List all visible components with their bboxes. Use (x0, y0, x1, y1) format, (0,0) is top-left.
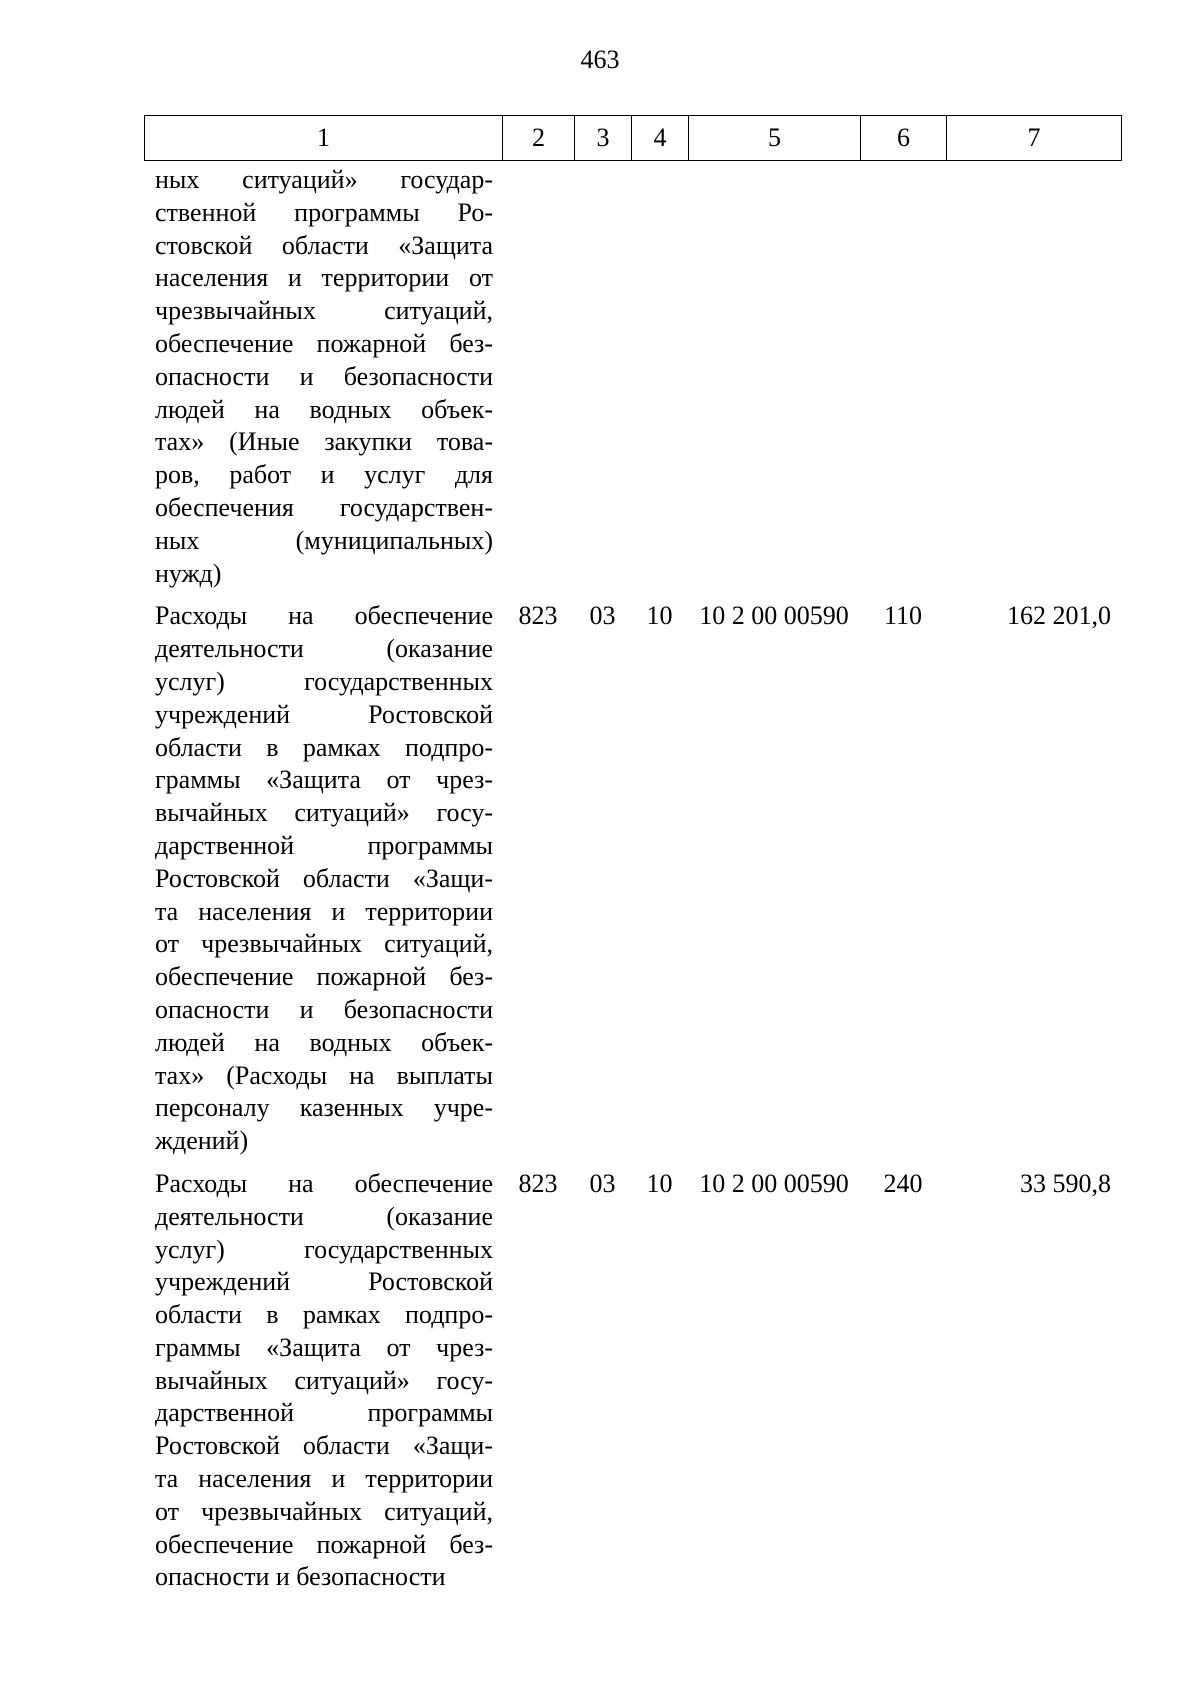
description-line: ных (муниципальных) (155, 525, 493, 555)
page-number: 463 (580, 45, 620, 74)
row-target-article: 10 2 00 00590 (699, 601, 849, 631)
row-section: 03 (589, 1168, 616, 1198)
description-line: обеспечения государствен- (155, 492, 493, 522)
row-ministry (502, 164, 574, 600)
row-expense-type: 240 (883, 1168, 923, 1198)
description-line: вычайных ситуаций» госу- (155, 1365, 493, 1395)
row-amount: 162 201,0 (1007, 601, 1111, 631)
description-line: ров, работ и услуг для (155, 460, 493, 490)
description-line: та населения и территории (155, 896, 493, 926)
header-cell-4: 4 (632, 116, 689, 161)
header-cell-6: 6 (861, 116, 947, 161)
description-line: деятельности (оказание (155, 1201, 493, 1231)
description-line: чрезвычайных ситуаций, (155, 296, 493, 326)
description-line: услуг) государственных (155, 666, 493, 696)
description-line: населения и территории от (155, 263, 493, 293)
description-line: Расходы на обеспечение (155, 1168, 493, 1198)
description-line: тах» (Иные закупки това- (155, 427, 493, 457)
header-row (145, 116, 1122, 161)
header-cell-5: 5 (689, 116, 861, 161)
description-line: ственной программы Ро- (155, 197, 493, 227)
row-description (144, 1168, 502, 1594)
row-amount (946, 164, 1121, 600)
description-line: граммы «Защита от чрез- (155, 1332, 493, 1362)
table-row (144, 600, 1121, 1168)
table-body (144, 164, 1121, 1594)
description-line: дарственной программы (155, 830, 493, 860)
description-line: от чрезвычайных ситуаций, (155, 929, 493, 959)
row-amount: 33 590,8 (1020, 1168, 1111, 1198)
description-line: области в рамках подпро- (155, 1300, 493, 1330)
description-line: граммы «Защита от чрез- (155, 765, 493, 795)
header-cell-2: 2 (503, 116, 575, 161)
description-line: Расходы на обеспечение (155, 601, 493, 631)
row-description (144, 600, 502, 1168)
row-expense-type (860, 164, 946, 600)
row-section (574, 164, 631, 600)
description-line: персоналу казенных учре- (155, 1093, 493, 1123)
description-line: опасности и безопасности (155, 994, 493, 1024)
description-line: стовской области «Защита (155, 230, 493, 260)
description-line: от чрезвычайных ситуаций, (155, 1496, 493, 1526)
header-cell-3: 3 (575, 116, 632, 161)
description-line: нужд) (155, 558, 222, 588)
description-line: Ростовской области «Защи- (155, 1431, 493, 1461)
row-subsection: 10 (646, 1168, 673, 1198)
description-line: ных ситуаций» государ- (155, 165, 493, 194)
description-line: та населения и территории (155, 1464, 493, 1494)
description-line: обеспечение пожарной без- (155, 962, 493, 992)
table-row (144, 1168, 1121, 1594)
description-line: деятельности (оказание (155, 634, 493, 664)
description-line: дарственной программы (155, 1398, 493, 1428)
row-expense-type: 110 (883, 601, 923, 631)
row-ministry: 823 (518, 601, 558, 631)
description-line: людей на водных объек- (155, 394, 493, 424)
description-line: людей на водных объек- (155, 1027, 493, 1057)
table-header (144, 115, 1122, 161)
row-subsection (631, 164, 688, 600)
description-line: опасности и безопасности (155, 361, 493, 391)
table-row (144, 164, 1121, 600)
row-section: 03 (589, 601, 616, 631)
description-line: услуг) государственных (155, 1234, 493, 1264)
description-line: Ростовской области «Защи- (155, 863, 493, 893)
description-line: обеспечение пожарной без- (155, 1529, 493, 1559)
description-line: опасности и безопасности (155, 1562, 446, 1592)
row-target-article: 10 2 00 00590 (699, 1168, 849, 1198)
row-ministry: 823 (518, 1168, 558, 1198)
header-cell-1: 1 (145, 116, 503, 161)
description-line: ждений) (155, 1126, 249, 1156)
header-cell-7: 7 (947, 116, 1122, 161)
description-line: тах» (Расходы на выплаты (155, 1060, 493, 1090)
row-subsection: 10 (646, 601, 673, 631)
description-line: учреждений Ростовской (155, 699, 493, 729)
description-line: вычайных ситуаций» госу- (155, 798, 493, 828)
row-target-article (688, 164, 860, 600)
description-line: обеспечение пожарной без- (155, 328, 493, 358)
description-line: учреждений Ростовской (155, 1267, 493, 1297)
description-line: области в рамках подпро- (155, 732, 493, 762)
row-description (144, 164, 502, 600)
